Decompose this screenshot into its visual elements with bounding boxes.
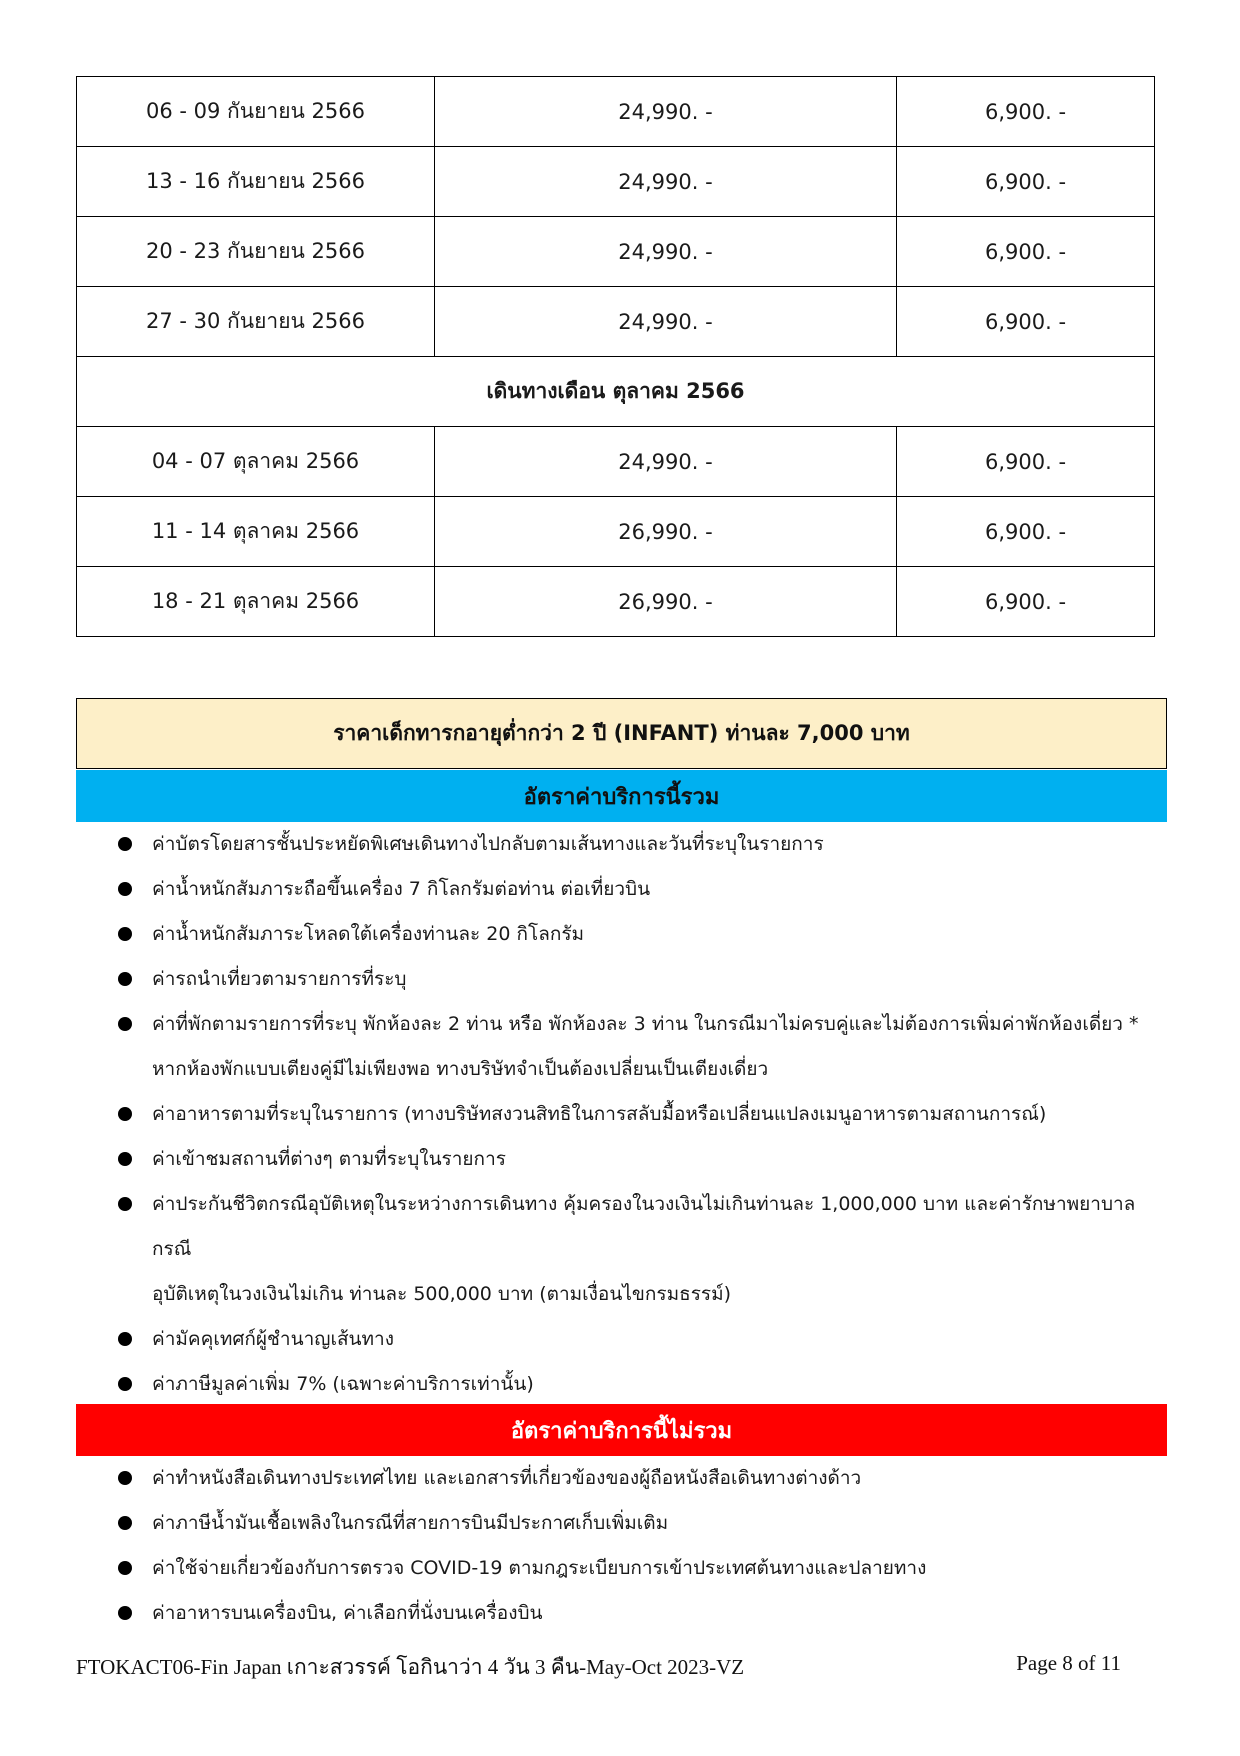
excluded-list [76,1456,1167,1636]
excluded-heading-band [76,1404,1167,1456]
list-item [76,957,1167,1002]
list-item [76,1317,1167,1362]
bullet-icon [118,1107,132,1121]
list-item [76,1092,1167,1137]
bullet-icon [118,1197,132,1211]
departure-date-cell: 18 - 21 ตุลาคม 2566 [77,567,435,637]
included-list [76,822,1167,1407]
bullet-icon [118,1606,132,1620]
footer-page-number: Page 8 of 11 [1016,1651,1121,1675]
table-row [77,567,1155,637]
adult-price-cell: 26,990. - [435,567,897,637]
excluded-heading: อัตราค่าบริการนี้ไม่รวม [510,1418,733,1444]
departure-date-cell: 20 - 23 กันยายน 2566 [77,217,435,287]
adult-price-cell: 24,990. - [435,287,897,357]
bullet-icon [118,1152,132,1166]
bullet-icon [118,972,132,986]
list-item-line: ค่าทำหนังสือเดินทางประเทศไทย และเอกสารที่เกี่ยวข้องของผู้ถือหนังสือเดินทางต่างด้าว [152,1467,862,1489]
bullet-icon [118,1471,132,1485]
table-row [77,497,1155,567]
footer-doc-code: FTOKACT06-Fin Japan เกาะสวรรค์ โอกินาว่า 4 วัน 3 คืน-May-Oct 2023-VZ [76,1655,745,1679]
list-item-line: ค่าบัตรโดยสารชั้นประหยัดพิเศษเดินทางไปกลับตามเส้นทางและวันที่ระบุในรายการ [152,833,824,855]
list-item [76,1456,1167,1501]
single-supplement-cell: 6,900. - [897,217,1155,287]
list-item-line: ค่าอาหารบนเครื่องบิน, ค่าเลือกที่นั่งบนเครื่องบิน [152,1602,543,1624]
list-item-line: ค่ารถนำเที่ยวตามรายการที่ระบุ [152,968,407,990]
list-item [76,1591,1167,1636]
adult-price-cell: 24,990. - [435,77,897,147]
bullet-icon [118,882,132,896]
infant-price-text: ราคาเด็กทารกอายุต่ำกว่า 2 ปี (INFANT) ท่านละ 7,000 บาท [333,721,910,745]
month-header: เดินทางเดือน ตุลาคม 2566 [77,357,1155,427]
list-item [76,1002,1167,1092]
bullet-icon [118,837,132,851]
single-supplement-cell: 6,900. - [897,77,1155,147]
departure-date-cell: 27 - 30 กันยายน 2566 [77,287,435,357]
list-item [76,1362,1167,1407]
list-item-line: ค่าน้ำหนักสัมภาระถือขึ้นเครื่อง 7 กิโลกรัมต่อท่าน ต่อเที่ยวบิน [152,878,651,900]
infant-price-note [76,698,1167,769]
list-item [76,1501,1167,1546]
table-row [77,287,1155,357]
adult-price-cell: 26,990. - [435,497,897,567]
list-item [76,1137,1167,1182]
list-item-line: ค่าน้ำหนักสัมภาระโหลดใต้เครื่องท่านละ 20 กิโลกรัม [152,923,585,945]
table-row [77,217,1155,287]
list-item-line: ค่าใช้จ่ายเกี่ยวข้องกับการตรวจ COVID-19 ตามกฎระเบียบการเข้าประเทศต้นทางและปลายทาง [152,1557,927,1579]
included-heading-band [76,770,1167,822]
list-item-line: ค่าที่พักตามรายการที่ระบุ พักห้องละ 2 ท่าน หรือ พักห้องละ 3 ท่าน ในกรณีมาไม่ครบคู่และไม่ต้องการเพิ่มค่าพักห้องเดี่ยว * [152,1013,1139,1035]
bullet-icon [118,927,132,941]
single-supplement-cell: 6,900. - [897,567,1155,637]
list-item-line: ค่าเข้าชมสถานที่ต่างๆ ตามที่ระบุในรายการ [152,1148,506,1170]
list-item [76,1182,1167,1317]
list-item [76,912,1167,957]
list-item [76,822,1167,867]
table-row [77,147,1155,217]
departure-date-cell: 06 - 09 กันยายน 2566 [77,77,435,147]
month-header-row [77,357,1155,427]
list-item [76,1546,1167,1591]
adult-price-cell: 24,990. - [435,217,897,287]
list-item-line: หากห้องพักแบบเตียงคู่มีไม่เพียงพอ ทางบริษัทจำเป็นต้องเปลี่ยนเป็นเตียงเดี่ยว [152,1058,769,1080]
bullet-icon [118,1377,132,1391]
bullet-icon [118,1561,132,1575]
list-item-line: ค่าอาหารตามที่ระบุในรายการ (ทางบริษัทสงวนสิทธิในการสลับมื้อหรือเปลี่ยนแปลงเมนูอาหารตามสถานการณ์) [152,1103,1047,1125]
list-item-line: อุบัติเหตุในวงเงินไม่เกิน ท่านละ 500,000 บาท (ตามเงื่อนไขกรมธรรม์) [152,1283,732,1305]
list-item [76,867,1167,912]
table-row [77,77,1155,147]
list-item-line: ค่าภาษีมูลค่าเพิ่ม 7% (เฉพาะค่าบริการเท่านั้น) [152,1373,534,1395]
bullet-icon [118,1017,132,1031]
adult-price-cell: 24,990. - [435,427,897,497]
bullet-icon [118,1516,132,1530]
bullet-icon [118,1332,132,1346]
list-item-line: ค่ามัคคุเทศก์ผู้ชำนาญเส้นทาง [152,1328,394,1350]
adult-price-cell: 24,990. - [435,147,897,217]
price-table [76,76,1155,637]
list-item-line: ค่าภาษีน้ำมันเชื้อเพลิงในกรณีที่สายการบินมีประกาศเก็บเพิ่มเติม [152,1512,669,1534]
list-item-line: ค่าประกันชีวิตกรณีอุบัติเหตุในระหว่างการเดินทาง คุ้มครองในวงเงินไม่เกินท่านละ 1,000,000 บาท และค่ารักษาพยาบาลกรณี [152,1193,1136,1260]
departure-date-cell: 11 - 14 ตุลาคม 2566 [77,497,435,567]
single-supplement-cell: 6,900. - [897,427,1155,497]
included-heading: อัตราค่าบริการนี้รวม [523,784,720,810]
departure-date-cell: 13 - 16 กันยายน 2566 [77,147,435,217]
table-row [77,427,1155,497]
single-supplement-cell: 6,900. - [897,497,1155,567]
single-supplement-cell: 6,900. - [897,287,1155,357]
single-supplement-cell: 6,900. - [897,147,1155,217]
departure-date-cell: 04 - 07 ตุลาคม 2566 [77,427,435,497]
